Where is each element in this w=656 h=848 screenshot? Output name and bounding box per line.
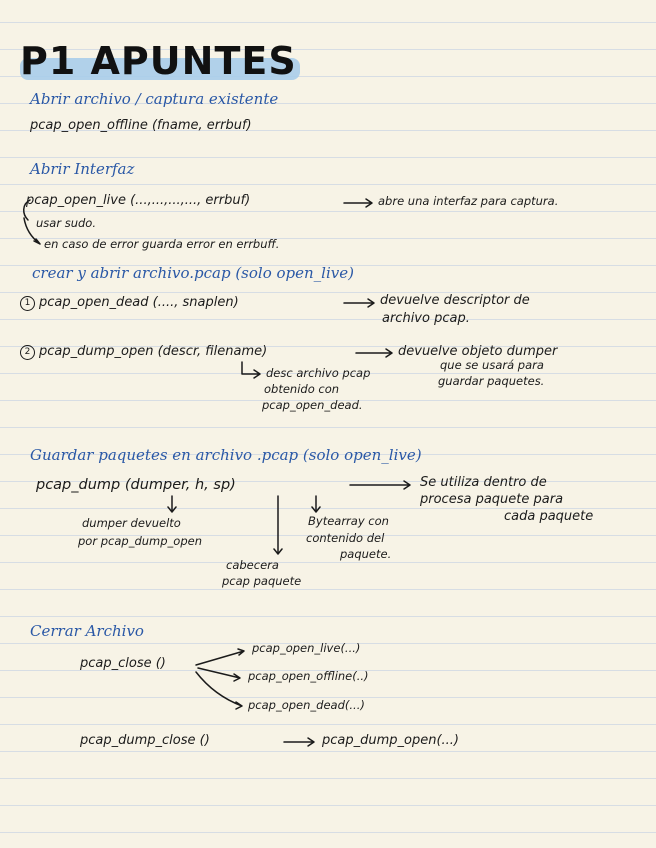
page-title: P1 APUNTES bbox=[20, 39, 297, 83]
arrow-open-dead-note bbox=[344, 299, 374, 307]
code-pcap-dump: pcap_dump (dumper, h, sp) bbox=[36, 477, 236, 493]
arrow-h-down bbox=[274, 496, 282, 554]
note-open-live: abre una interfaz para captura. bbox=[378, 194, 559, 208]
note-h-b: pcap paquete bbox=[222, 574, 302, 588]
code-open-live: pcap_open_live (...,...,...,..., errbuf) bbox=[26, 193, 251, 208]
note-descr-a: desc archivo pcap bbox=[266, 366, 371, 380]
section-heading-crear-archivo: crear y abrir archivo.pcap (solo open_live) bbox=[32, 264, 354, 282]
section-heading-abrir-interfaz: Abrir Interfaz bbox=[30, 160, 135, 178]
note-descr-c: pcap_open_dead. bbox=[262, 398, 363, 412]
code-dump-open: pcap_dump_open (descr, filename) bbox=[39, 344, 268, 359]
code-open-offline: pcap_open_offline (fname, errbuf) bbox=[30, 118, 252, 133]
code-dump-open-ref: pcap_dump_open(...) bbox=[322, 733, 460, 748]
code-dump-close: pcap_dump_close () bbox=[80, 733, 210, 748]
note-sp-c: paquete. bbox=[340, 547, 392, 561]
number-two-badge: 2 bbox=[20, 345, 35, 360]
note-error-errbuf: en caso de error guarda error en errbuff. bbox=[44, 237, 280, 251]
code-pcap-close: pcap_close () bbox=[80, 656, 166, 671]
close-target-open-live: pcap_open_live(...) bbox=[252, 641, 361, 655]
note-pcap-dump-c: cada paquete bbox=[504, 509, 594, 524]
bracket-open-live bbox=[24, 200, 40, 244]
arrow-close-open-offline bbox=[198, 668, 240, 681]
arrow-pcap-dump-note bbox=[350, 481, 410, 489]
number-one-badge: 1 bbox=[20, 296, 35, 311]
note-descr-b: obtenido con bbox=[264, 382, 340, 396]
code-open-dead: pcap_open_dead (...., snaplen) bbox=[39, 295, 239, 310]
section-heading-abrir-archivo: Abrir archivo / captura existente bbox=[30, 90, 279, 108]
close-target-open-offline: pcap_open_offline(..) bbox=[248, 669, 369, 683]
note-dumper-a: dumper devuelto bbox=[82, 516, 181, 530]
note-h-a: cabecera bbox=[226, 558, 279, 572]
note-dump-open-b: que se usará para bbox=[440, 358, 544, 372]
note-sp-a: Bytearray con bbox=[308, 514, 389, 528]
arrow-close-open-live bbox=[196, 649, 244, 665]
note-open-dead-a: devuelve descriptor de bbox=[380, 293, 530, 308]
note-pcap-dump-b: procesa paquete para bbox=[420, 492, 564, 507]
arrow-dump-close bbox=[284, 738, 314, 746]
arrow-descr-note bbox=[242, 362, 260, 378]
note-usar-sudo: usar sudo. bbox=[36, 216, 96, 230]
section-heading-guardar-paquetes: Guardar paquetes en archivo .pcap (solo open_live) bbox=[30, 446, 422, 464]
arrow-open-live-note bbox=[344, 199, 372, 207]
arrow-sp-down bbox=[312, 496, 320, 512]
note-sp-b: contenido del bbox=[306, 531, 385, 545]
note-dump-open-a: devuelve objeto dumper bbox=[398, 344, 558, 359]
section-heading-cerrar-archivo: Cerrar Archivo bbox=[30, 622, 144, 640]
note-open-dead-b: archivo pcap. bbox=[382, 311, 470, 326]
note-dumper-b: por pcap_dump_open bbox=[78, 534, 202, 548]
close-target-open-dead: pcap_open_dead(...) bbox=[248, 698, 365, 712]
arrow-dump-open-note bbox=[356, 349, 392, 357]
arrow-dumper-down bbox=[168, 496, 176, 512]
note-pcap-dump-a: Se utiliza dentro de bbox=[420, 475, 547, 490]
note-dump-open-c: guardar paquetes. bbox=[438, 374, 545, 388]
